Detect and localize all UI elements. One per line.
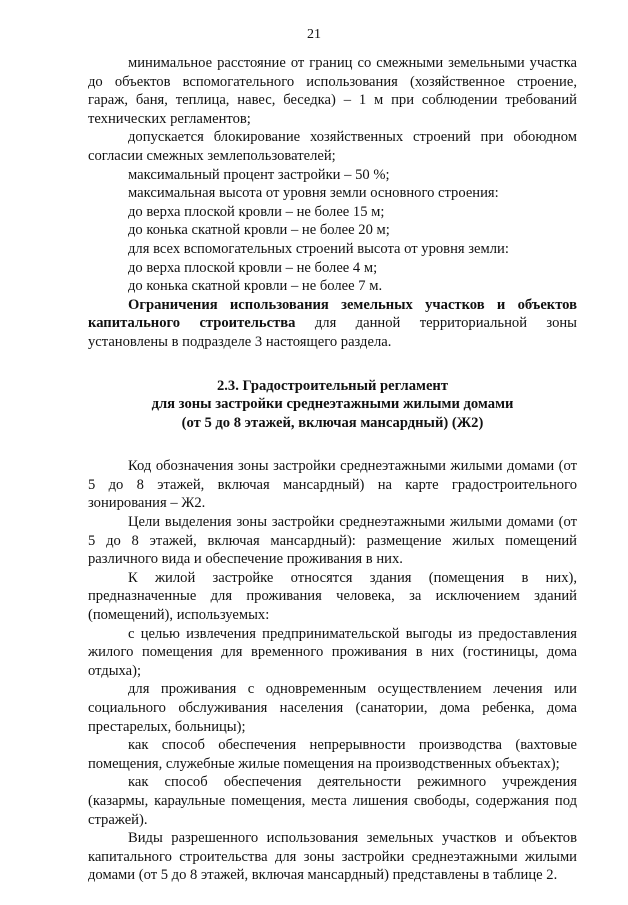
paragraph-max-coverage: максимальный процент застройки – 50 %; xyxy=(128,166,390,183)
paragraph-auxiliary-height: для всех вспомогательных строений высота от уровня земли: xyxy=(128,240,509,257)
page-number: 21 xyxy=(307,27,321,42)
paragraph-residential-definition: К жилой застройке относятся здания (помещения в них), предназначенные для проживания человека, за исключением зданий (помещений), используемых: xyxy=(88,569,577,624)
paragraph-restrictions xyxy=(88,296,577,352)
paragraph-exclusion-profit: с целью извлечения предпринимательской выгоды из предоставления жилого помещения для временного проживания в них (гостиницы, дома отдыха); xyxy=(88,625,577,679)
paragraph-max-height-main: максимальная высота от уровня земли основного строения: xyxy=(128,185,499,202)
paragraph-pitched-roof-aux: до конька скатной кровли – не более 7 м. xyxy=(128,278,383,295)
paragraph-zone-goals: Цели выделения зоны застройки среднеэтажными жилыми домами (от 5 до 8 этажей, включая мансардный): размещение жилых помещений различного вида и обеспечение проживания в них. xyxy=(88,514,577,568)
section-heading-line-1: 2.3. Градостроительный регламент xyxy=(216,377,448,394)
paragraph-exclusion-regime: как способ обеспечения деятельности режимного учреждения (казармы, караульные помещения, места лишения свободы, содержания под стражей). xyxy=(88,774,577,828)
section-heading-line-3: (от 5 до 8 этажей, включая мансардный) (Ж2) xyxy=(181,414,484,431)
page-content xyxy=(88,54,577,885)
paragraph-zone-code: Код обозначения зоны застройки среднеэтажными жилыми домами (от 5 до 8 этажей, включая мансардный) на карте градостроительного зонирования – Ж2. xyxy=(88,458,577,512)
paragraph-exclusion-treatment: для проживания с одновременным осуществлением лечения или социального обслуживания населения (санатории, дома ребенка, дома престарелых, больницы); xyxy=(88,681,577,735)
restrictions-rest-text: для данной территориальной зоны установлены в подразделе 3 настоящего раздела. xyxy=(88,315,577,350)
paragraph-permitted-uses: Виды разрешенного использования земельных участков и объектов капитального строительства для зоны застройки среднеэтажными жилыми домами (от 5 до 8 этажей, включая мансардный) представлены в таблице 2. xyxy=(88,830,577,884)
paragraph-min-distance: минимальное расстояние от границ со смежными земельными участка до объектов вспомогательного использования (хозяйственное строение, гараж, баня, теплица, навес, беседка) – 1 м при соблюдении требований технических регламентов; xyxy=(88,55,577,127)
paragraph-exclusion-shift-work: как способ обеспечения непрерывности производства (вахтовые помещения, служебные жилые помещения на производственных объектах); xyxy=(88,737,577,772)
paragraph-blocking: допускается блокирование хозяйственных строений при обоюдном согласии смежных землепользователей; xyxy=(88,129,577,164)
paragraph-pitched-roof-main: до конька скатной кровли – не более 20 м; xyxy=(128,222,390,239)
section-heading xyxy=(88,377,577,433)
section-heading-line-2: для зоны застройки среднеэтажными жилыми домами xyxy=(151,396,514,413)
paragraph-flat-roof-main: до верха плоской кровли – не более 15 м; xyxy=(128,203,385,220)
restrictions-bold-text: Ограничения использования земельных участков и объектов капитального строительства xyxy=(88,296,577,332)
paragraph-flat-roof-aux: до верха плоской кровли – не более 4 м; xyxy=(128,259,378,276)
